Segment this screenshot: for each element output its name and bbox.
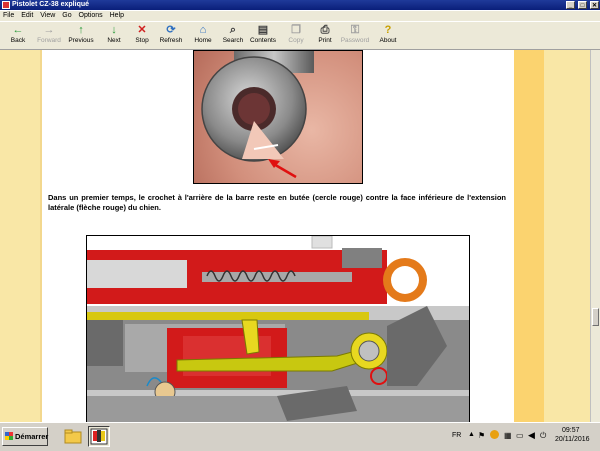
menu-view[interactable]: View — [40, 12, 56, 19]
power-icon[interactable]: ⏻ — [540, 431, 547, 440]
explanation-paragraph: Dans un premier temps, le crochet à l'arrière de la barre reste en butée (cercle rouge) contre la face inférieure de l'extension latérale (flèche rouge) du chien. — [48, 193, 506, 212]
next-icon: ↓ — [111, 24, 117, 36]
toolbar-button-label: Copy — [288, 37, 304, 44]
menu-options[interactable]: Options — [78, 12, 103, 19]
scrollbar-thumb[interactable] — [592, 308, 599, 326]
close-button[interactable]: ✕ — [591, 3, 598, 9]
toolbar-button-label: Back — [10, 37, 26, 44]
toolbar-previous-button[interactable] — [63, 24, 99, 44]
mechanism-diagram — [86, 235, 470, 422]
toolbar — [0, 22, 600, 50]
left-margin-stripe — [40, 50, 42, 422]
menu-edit[interactable]: Edit — [21, 12, 34, 19]
update-icon[interactable] — [490, 430, 499, 439]
home-icon: ⌂ — [199, 24, 207, 36]
toolbar-refresh-button[interactable] — [153, 24, 189, 44]
toolbar-button-label: Next — [107, 37, 121, 44]
clock-date[interactable]: 20/11/2016 — [555, 436, 590, 443]
toolbar-forward-button[interactable] — [31, 24, 67, 44]
stop-icon: ✕ — [137, 24, 147, 36]
about-icon: ? — [384, 24, 392, 36]
maximize-button[interactable]: □ — [578, 1, 587, 9]
left-margin-band — [0, 50, 40, 422]
right-margin-outer — [544, 50, 590, 422]
vertical-scrollbar[interactable] — [590, 50, 600, 422]
menu-bar — [0, 11, 600, 21]
tray-expand-icon[interactable]: ▲ — [468, 431, 475, 438]
toolbar-button-label: Password — [340, 37, 370, 44]
windows-logo-icon — [5, 432, 13, 440]
clock-time[interactable]: 09:57 — [562, 427, 580, 434]
toolbar-button-label: Home — [194, 37, 212, 44]
toolbar-button-label: About — [379, 37, 397, 44]
start-button[interactable] — [2, 427, 48, 446]
monitor-icon[interactable]: ▭ — [516, 431, 524, 440]
menu-go[interactable]: Go — [62, 12, 72, 19]
menu-file[interactable]: File — [3, 12, 15, 19]
toolbar-button-label: Stop — [135, 37, 149, 44]
forward-icon: → — [43, 24, 55, 36]
toolbar-button-label: Print — [318, 37, 332, 44]
toolbar-button-label: Refresh — [159, 37, 183, 44]
print-icon: ⎙ — [320, 24, 330, 36]
taskbar — [0, 422, 600, 451]
toolbar-contents-button[interactable] — [245, 24, 281, 44]
toolbar-button-label: Previous — [68, 37, 94, 44]
contents-icon: ▤ — [257, 24, 269, 36]
minimize-button[interactable]: _ — [566, 1, 575, 9]
window-controls — [565, 1, 599, 11]
toolbar-button-label: Contents — [249, 37, 277, 44]
network-icon[interactable]: ▦ — [504, 431, 512, 440]
toolbar-about-button[interactable] — [370, 24, 406, 44]
copy-icon: ❐ — [291, 24, 301, 36]
flag-icon[interactable]: ⚑ — [478, 431, 486, 440]
search-icon: ⌕ — [229, 24, 237, 36]
toolbar-button-label: Forward — [37, 37, 61, 44]
system-tray — [450, 426, 598, 447]
help-viewer-icon — [89, 427, 109, 446]
password-icon: ⚿ — [350, 24, 360, 36]
right-margin-band — [514, 50, 544, 422]
toolbar-password-button[interactable] — [337, 24, 373, 44]
taskbar-explorer-button[interactable] — [62, 426, 84, 447]
part-photo — [193, 50, 363, 184]
back-icon: ← — [12, 24, 24, 36]
content-area[interactable] — [0, 50, 590, 422]
folder-icon — [62, 426, 84, 447]
taskbar-active-window-button[interactable] — [88, 426, 110, 447]
title-bar — [0, 0, 600, 10]
menu-help[interactable]: Help — [109, 12, 125, 19]
app-icon — [2, 1, 10, 9]
window-title: Pistolet CZ-38 expliqué — [12, 1, 90, 8]
start-label: Démarrer — [15, 432, 49, 441]
volume-icon[interactable]: ◀ — [528, 430, 535, 440]
previous-icon: ↑ — [78, 24, 84, 36]
refresh-icon: ⟳ — [166, 24, 176, 36]
language-indicator[interactable]: FR — [452, 432, 462, 439]
toolbar-button-label: Search — [222, 37, 244, 44]
